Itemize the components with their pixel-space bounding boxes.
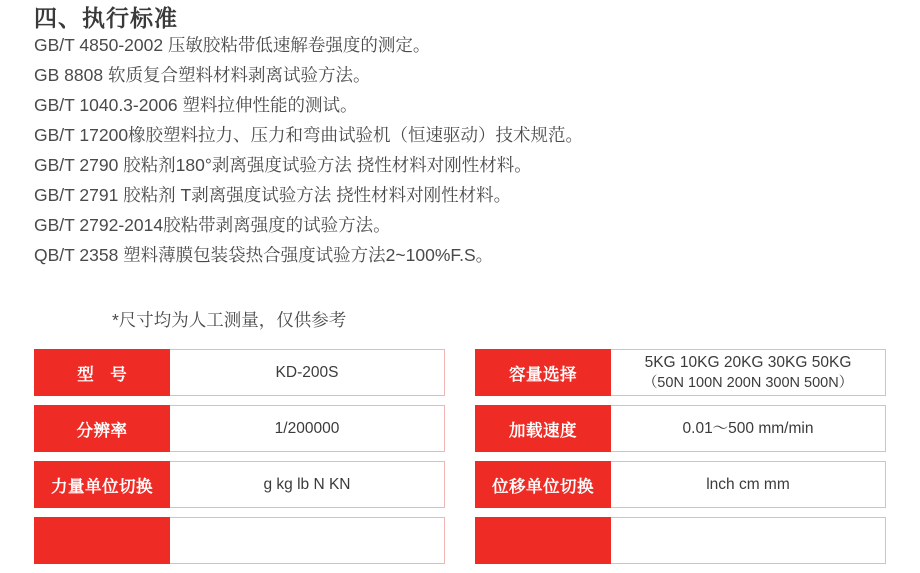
spec-value-text: lnch cm mm [706,475,790,493]
spec-value-force-unit [170,461,445,508]
spec-value-text: KD-200S [275,363,339,381]
spec-value-displacement-unit [611,461,886,508]
spec-label-capacity: 容量选择 [475,349,611,396]
spec-value-text-secondary: （50N 100N 200N 300N 500N） [642,374,854,391]
spec-value-text: 0.01～500 mm/min [682,419,814,437]
list-item: GB/T 2792-2014胶粘带剥离强度的试验方法。 [34,215,391,235]
table-row-partial [34,517,445,564]
table-row [34,461,445,508]
spec-label-displacement-unit: 位移单位切换 [475,461,611,508]
page-title: 四、执行标准 [34,5,178,31]
spec-value-text: g kg lb N KN [263,475,351,493]
table-row [34,349,445,396]
spec-label-force-unit: 力量单位切换 [34,461,170,508]
list-item: GB/T 2790 胶粘剂180°剥离强度试验方法 挠性材料对刚性材料。 [34,155,532,175]
column-gap [445,461,475,517]
measurement-note: *尺寸均为人工测量，仅供参考 [112,310,347,330]
standards-list [34,30,894,270]
list-item: GB/T 2791 胶粘剂 T剥离强度试验方法 挠性材料对刚性材料。 [34,185,512,205]
table-row [475,349,886,396]
column-gap [445,405,475,461]
table-row [34,405,445,452]
spec-value-resolution [170,405,445,452]
list-item: GB/T 4850-2002 压敏胶粘带低速解卷强度的测定。 [34,35,431,55]
spec-value-load-speed [611,405,886,452]
spec-label-partial-left [34,517,170,564]
spec-value-partial-right [611,517,886,564]
column-gap [445,517,475,573]
list-item: GB 8808 软质复合塑料材料剥离试验方法。 [34,65,371,85]
spec-label-model: 型 号 [34,349,170,396]
specification-table [34,349,886,573]
spec-value-partial-left [170,517,445,564]
list-item: GB/T 17200橡胶塑料拉力、压力和弯曲试验机（恒速驱动）技术规范。 [34,125,584,145]
spec-value-model [170,349,445,396]
list-item: GB/T 1040.3-2006 塑料拉伸性能的测试。 [34,95,358,115]
spec-value-capacity [611,349,886,396]
table-row [475,405,886,452]
list-item: QB/T 2358 塑料薄膜包装袋热合强度试验方法2~100%F.S。 [34,245,494,265]
spec-label-load-speed: 加载速度 [475,405,611,452]
table-row [475,461,886,508]
spec-value-text: 5KG 10KG 20KG 30KG 50KG [644,353,852,371]
spec-label-partial-right [475,517,611,564]
spec-label-resolution: 分辨率 [34,405,170,452]
spec-value-text: 1/200000 [274,419,340,437]
column-gap [445,349,475,405]
table-row-partial [475,517,886,564]
